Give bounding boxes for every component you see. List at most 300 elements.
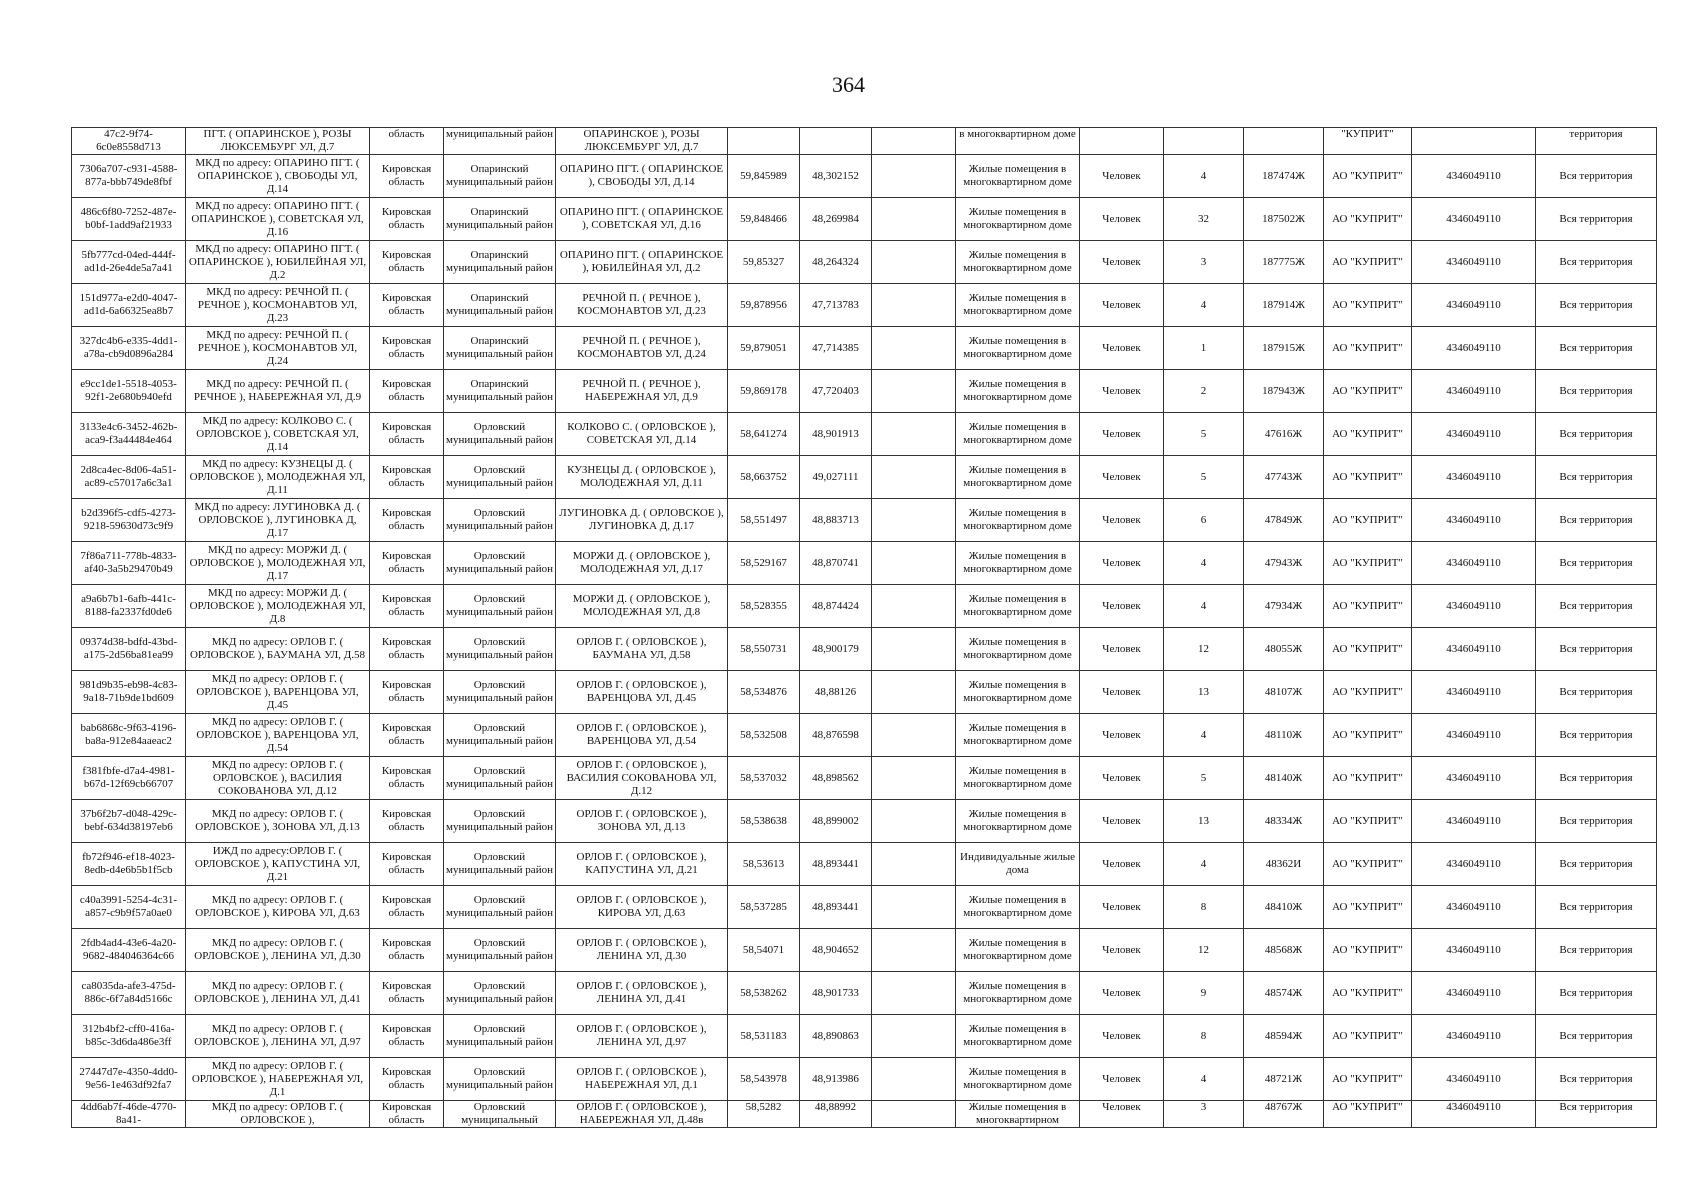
cell-record-id: 327dc4b6-e335-4dd1-a78a-cb9d0896a284 xyxy=(72,327,186,370)
cell-territory: Вся территория xyxy=(1536,1101,1657,1128)
cell-code: 187943Ж xyxy=(1244,370,1324,413)
table-row xyxy=(72,413,1657,456)
cell-inn: 4346049110 xyxy=(1412,628,1536,671)
cell-address: ОРЛОВ Г. ( ОРЛОВСКОЕ ), КАПУСТИНА УЛ, Д.21 xyxy=(556,843,728,886)
cell-latitude: 58,641274 xyxy=(728,413,800,456)
cell-latitude: 58,543978 xyxy=(728,1058,800,1101)
cell-territory: Вся территория xyxy=(1536,800,1657,843)
cell-object-type: Жилые помещения в многоквартирном доме xyxy=(956,757,1080,800)
cell-operator: АО "КУПРИТ" xyxy=(1324,499,1412,542)
cell-district: Орловский муниципальный район xyxy=(444,1015,556,1058)
cell-object-type: Жилые помещения в многоквартирном доме xyxy=(956,456,1080,499)
cell-code: 48334Ж xyxy=(1244,800,1324,843)
cell-object-type: Жилые помещения в многоквартирном доме xyxy=(956,241,1080,284)
cell-record-id: fb72f946-ef18-4023-8edb-d4e6b5b1f5cb xyxy=(72,843,186,886)
cell-object-type: Индивидуальные жилые дома xyxy=(956,843,1080,886)
table-row xyxy=(72,327,1657,370)
cell-inn: 4346049110 xyxy=(1412,972,1536,1015)
cell-object-type: Жилые помещения в многоквартирном доме xyxy=(956,714,1080,757)
cell-object-name: МКД по адресу: ОРЛОВ Г. ( ОРЛОВСКОЕ ), ВАРЕНЦОВА УЛ, Д.54 xyxy=(186,714,370,757)
cell-territory: Вся территория xyxy=(1536,886,1657,929)
cell-object-type: Жилые помещения в многоквартирном доме xyxy=(956,929,1080,972)
cell-object-name: МКД по адресу: РЕЧНОЙ П. ( РЕЧНОЕ ), НАБЕРЕЖНАЯ УЛ, Д.9 xyxy=(186,370,370,413)
table-row xyxy=(72,757,1657,800)
cell-count: 32 xyxy=(1164,198,1244,241)
cell-inn: 4346049110 xyxy=(1412,1058,1536,1101)
cell-longitude: 48,890863 xyxy=(800,1015,872,1058)
cell-code: 47616Ж xyxy=(1244,413,1324,456)
cell-address: ОРЛОВ Г. ( ОРЛОВСКОЕ ), НАБЕРЕЖНАЯ УЛ, Д.1 xyxy=(556,1058,728,1101)
cell-count: 9 xyxy=(1164,972,1244,1015)
cell-inn: 4346049110 xyxy=(1412,542,1536,585)
cell-count: 4 xyxy=(1164,542,1244,585)
cell-district: Орловский муниципальный район xyxy=(444,499,556,542)
cell-longitude: 48,870741 xyxy=(800,542,872,585)
cell-district: Орловский муниципальный район xyxy=(444,757,556,800)
cell-extra xyxy=(872,929,956,972)
cell-operator: АО "КУПРИТ" xyxy=(1324,714,1412,757)
cell-extra xyxy=(872,843,956,886)
cell-object-name: МКД по адресу: ОРЛОВ Г. ( ОРЛОВСКОЕ ), xyxy=(186,1101,370,1128)
cell-region: Кировская область xyxy=(370,1058,444,1101)
cell-extra xyxy=(872,241,956,284)
cell-count: 1 xyxy=(1164,327,1244,370)
cell-code: 47743Ж xyxy=(1244,456,1324,499)
cell-district: Опаринский муниципальный район xyxy=(444,155,556,198)
cell-operator: АО "КУПРИТ" xyxy=(1324,1058,1412,1101)
cell-record-id: bab6868c-9f63-4196-ba8a-912e84aaeac2 xyxy=(72,714,186,757)
cell-inn: 4346049110 xyxy=(1412,241,1536,284)
cell-unit: Человек xyxy=(1080,241,1164,284)
cell-count: 3 xyxy=(1164,241,1244,284)
cell-inn: 4346049110 xyxy=(1412,327,1536,370)
cell-inn: 4346049110 xyxy=(1412,1015,1536,1058)
cell-object-type: Жилые помещения в многоквартирном доме xyxy=(956,886,1080,929)
cell-latitude: 58,663752 xyxy=(728,456,800,499)
cell-code: 48107Ж xyxy=(1244,671,1324,714)
cell-extra xyxy=(872,499,956,542)
cell-count: 12 xyxy=(1164,929,1244,972)
cell-latitude: 59,848466 xyxy=(728,198,800,241)
cell-code: 48574Ж xyxy=(1244,972,1324,1015)
cell-longitude xyxy=(800,128,872,155)
cell-inn: 4346049110 xyxy=(1412,1101,1536,1128)
table-body xyxy=(72,128,1657,1128)
cell-count: 5 xyxy=(1164,413,1244,456)
cell-count: 13 xyxy=(1164,800,1244,843)
cell-longitude: 48,264324 xyxy=(800,241,872,284)
cell-territory: Вся территория xyxy=(1536,284,1657,327)
cell-unit: Человек xyxy=(1080,972,1164,1015)
cell-unit: Человек xyxy=(1080,1058,1164,1101)
cell-object-type: Жилые помещения в многоквартирном доме xyxy=(956,370,1080,413)
cell-unit: Человек xyxy=(1080,456,1164,499)
cell-address: ОРЛОВ Г. ( ОРЛОВСКОЕ ), БАУМАНА УЛ, Д.58 xyxy=(556,628,728,671)
cell-object-type: Жилые помещения в многоквартирном доме xyxy=(956,972,1080,1015)
cell-district: Орловский муниципальный район xyxy=(444,456,556,499)
cell-object-name: МКД по адресу: ОРЛОВ Г. ( ОРЛОВСКОЕ ), ВАСИЛИЯ СОКОВАНОВА УЛ, Д.12 xyxy=(186,757,370,800)
cell-unit: Человек xyxy=(1080,714,1164,757)
cell-inn: 4346049110 xyxy=(1412,456,1536,499)
cell-unit: Человек xyxy=(1080,800,1164,843)
cell-region: Кировская область xyxy=(370,1015,444,1058)
cell-extra xyxy=(872,972,956,1015)
cell-count: 4 xyxy=(1164,843,1244,886)
cell-operator: АО "КУПРИТ" xyxy=(1324,155,1412,198)
cell-operator: "КУПРИТ" xyxy=(1324,128,1412,155)
cell-object-type: Жилые помещения в многоквартирном xyxy=(956,1101,1080,1128)
cell-latitude: 59,878956 xyxy=(728,284,800,327)
cell-record-id: 47c2-9f74-6c0e8558d713 xyxy=(72,128,186,155)
cell-count: 5 xyxy=(1164,757,1244,800)
cell-region: Кировская область xyxy=(370,843,444,886)
cell-unit: Человек xyxy=(1080,1015,1164,1058)
cell-object-type: в многоквартирном доме xyxy=(956,128,1080,155)
cell-extra xyxy=(872,757,956,800)
table-row xyxy=(72,542,1657,585)
cell-latitude: 58,5282 xyxy=(728,1101,800,1128)
cell-district: Орловский муниципальный район xyxy=(444,628,556,671)
table-row xyxy=(72,671,1657,714)
cell-object-type: Жилые помещения в многоквартирном доме xyxy=(956,800,1080,843)
cell-longitude: 48,913986 xyxy=(800,1058,872,1101)
cell-inn: 4346049110 xyxy=(1412,843,1536,886)
cell-district: Орловский муниципальный район xyxy=(444,714,556,757)
cell-inn: 4346049110 xyxy=(1412,929,1536,972)
cell-code: 48362И xyxy=(1244,843,1324,886)
cell-longitude: 47,713783 xyxy=(800,284,872,327)
cell-latitude: 58,537032 xyxy=(728,757,800,800)
cell-latitude: 58,528355 xyxy=(728,585,800,628)
cell-extra xyxy=(872,456,956,499)
table-row xyxy=(72,800,1657,843)
cell-count: 8 xyxy=(1164,886,1244,929)
cell-address: ОРЛОВ Г. ( ОРЛОВСКОЕ ), ВАРЕНЦОВА УЛ, Д.45 xyxy=(556,671,728,714)
cell-unit: Человек xyxy=(1080,886,1164,929)
cell-operator: АО "КУПРИТ" xyxy=(1324,198,1412,241)
cell-operator: АО "КУПРИТ" xyxy=(1324,628,1412,671)
cell-longitude: 48,904652 xyxy=(800,929,872,972)
cell-district: Опаринский муниципальный район xyxy=(444,198,556,241)
cell-unit: Человек xyxy=(1080,155,1164,198)
cell-extra xyxy=(872,1058,956,1101)
cell-latitude: 58,551497 xyxy=(728,499,800,542)
table-row xyxy=(72,628,1657,671)
cell-district: Орловский муниципальный район xyxy=(444,972,556,1015)
cell-address: ОРЛОВ Г. ( ОРЛОВСКОЕ ), ЛЕНИНА УЛ, Д.41 xyxy=(556,972,728,1015)
cell-unit: Человек xyxy=(1080,843,1164,886)
cell-operator: АО "КУПРИТ" xyxy=(1324,241,1412,284)
cell-extra xyxy=(872,413,956,456)
cell-count: 4 xyxy=(1164,585,1244,628)
cell-unit: Человек xyxy=(1080,585,1164,628)
cell-code: 48721Ж xyxy=(1244,1058,1324,1101)
cell-longitude: 49,027111 xyxy=(800,456,872,499)
cell-record-id: 312b4bf2-cff0-416a-b85c-3d6da486e3ff xyxy=(72,1015,186,1058)
cell-code: 187502Ж xyxy=(1244,198,1324,241)
cell-region: Кировская область xyxy=(370,757,444,800)
cell-region: Кировская область xyxy=(370,929,444,972)
cell-object-name: МКД по адресу: ОПАРИНО ПГТ. ( ОПАРИНСКОЕ ), ЮБИЛЕЙНАЯ УЛ, Д.2 xyxy=(186,241,370,284)
cell-territory: Вся территория xyxy=(1536,241,1657,284)
cell-district: Опаринский муниципальный район xyxy=(444,327,556,370)
cell-address: МОРЖИ Д. ( ОРЛОВСКОЕ ), МОЛОДЕЖНАЯ УЛ, Д.17 xyxy=(556,542,728,585)
cell-extra xyxy=(872,327,956,370)
cell-longitude: 48,269984 xyxy=(800,198,872,241)
cell-territory: Вся территория xyxy=(1536,671,1657,714)
cell-object-type: Жилые помещения в многоквартирном доме xyxy=(956,155,1080,198)
cell-extra xyxy=(872,800,956,843)
cell-code: 48594Ж xyxy=(1244,1015,1324,1058)
cell-count: 6 xyxy=(1164,499,1244,542)
cell-extra xyxy=(872,155,956,198)
cell-latitude: 58,54071 xyxy=(728,929,800,972)
table-row xyxy=(72,1058,1657,1101)
table-row xyxy=(72,929,1657,972)
cell-object-type: Жилые помещения в многоквартирном доме xyxy=(956,671,1080,714)
cell-latitude: 58,537285 xyxy=(728,886,800,929)
cell-unit: Человек xyxy=(1080,628,1164,671)
cell-region: Кировская область xyxy=(370,241,444,284)
cell-territory: Вся территория xyxy=(1536,1015,1657,1058)
cell-address: ОПАРИНО ПГТ. ( ОПАРИНСКОЕ ), СВОБОДЫ УЛ, Д.14 xyxy=(556,155,728,198)
cell-territory: Вся территория xyxy=(1536,499,1657,542)
cell-inn: 4346049110 xyxy=(1412,284,1536,327)
cell-address: КУЗНЕЦЫ Д. ( ОРЛОВСКОЕ ), МОЛОДЕЖНАЯ УЛ, Д.11 xyxy=(556,456,728,499)
table-row xyxy=(72,198,1657,241)
cell-territory: Вся территория xyxy=(1536,155,1657,198)
cell-longitude: 48,900179 xyxy=(800,628,872,671)
cell-region: Кировская область xyxy=(370,284,444,327)
cell-code xyxy=(1244,128,1324,155)
cell-count: 4 xyxy=(1164,284,1244,327)
cell-unit: Человек xyxy=(1080,284,1164,327)
table-row xyxy=(72,1101,1657,1128)
table-row xyxy=(72,1015,1657,1058)
cell-operator: АО "КУПРИТ" xyxy=(1324,456,1412,499)
cell-latitude: 59,845989 xyxy=(728,155,800,198)
cell-operator: АО "КУПРИТ" xyxy=(1324,843,1412,886)
table-row xyxy=(72,155,1657,198)
cell-region: область xyxy=(370,128,444,155)
cell-territory: Вся территория xyxy=(1536,198,1657,241)
cell-region: Кировская область xyxy=(370,800,444,843)
cell-address: ОПАРИНО ПГТ. ( ОПАРИНСКОЕ ), СОВЕТСКАЯ УЛ, Д.16 xyxy=(556,198,728,241)
cell-longitude: 48,893441 xyxy=(800,843,872,886)
cell-operator: АО "КУПРИТ" xyxy=(1324,800,1412,843)
cell-operator: АО "КУПРИТ" xyxy=(1324,1015,1412,1058)
cell-operator: АО "КУПРИТ" xyxy=(1324,757,1412,800)
table-row xyxy=(72,886,1657,929)
cell-code: 48568Ж xyxy=(1244,929,1324,972)
cell-region: Кировская область xyxy=(370,628,444,671)
cell-territory: Вся территория xyxy=(1536,456,1657,499)
cell-unit: Человек xyxy=(1080,499,1164,542)
cell-region: Кировская область xyxy=(370,714,444,757)
cell-region: Кировская область xyxy=(370,370,444,413)
cell-operator: АО "КУПРИТ" xyxy=(1324,886,1412,929)
cell-district: муниципальный район xyxy=(444,128,556,155)
cell-region: Кировская область xyxy=(370,155,444,198)
cell-latitude: 58,529167 xyxy=(728,542,800,585)
cell-address: ОРЛОВ Г. ( ОРЛОВСКОЕ ), КИРОВА УЛ, Д.63 xyxy=(556,886,728,929)
cell-longitude: 48,893441 xyxy=(800,886,872,929)
cell-longitude: 48,88992 xyxy=(800,1101,872,1128)
cell-object-name: МКД по адресу: ОПАРИНО ПГТ. ( ОПАРИНСКОЕ ), СВОБОДЫ УЛ, Д.14 xyxy=(186,155,370,198)
cell-object-type: Жилые помещения в многоквартирном доме xyxy=(956,327,1080,370)
cell-code: 48410Ж xyxy=(1244,886,1324,929)
cell-longitude: 48,876598 xyxy=(800,714,872,757)
cell-unit: Человек xyxy=(1080,671,1164,714)
table-row xyxy=(72,714,1657,757)
cell-territory: Вся территория xyxy=(1536,714,1657,757)
cell-latitude: 59,85327 xyxy=(728,241,800,284)
cell-district: Орловский муниципальный район xyxy=(444,413,556,456)
cell-object-type: Жилые помещения в многоквартирном доме xyxy=(956,499,1080,542)
cell-territory: Вся территория xyxy=(1536,585,1657,628)
cell-latitude: 58,53613 xyxy=(728,843,800,886)
cell-longitude: 48,898562 xyxy=(800,757,872,800)
cell-record-id: 3133e4c6-3452-462b-aca9-f3a44484e464 xyxy=(72,413,186,456)
cell-extra xyxy=(872,628,956,671)
page-number: 364 xyxy=(832,72,865,97)
cell-longitude: 47,720403 xyxy=(800,370,872,413)
table-row xyxy=(72,241,1657,284)
cell-address: ОРЛОВ Г. ( ОРЛОВСКОЕ ), НАБЕРЕЖНАЯ УЛ, Д.48в xyxy=(556,1101,728,1128)
cell-record-id: 7f86a711-778b-4833-af40-3a5b29470b49 xyxy=(72,542,186,585)
cell-longitude: 48,899002 xyxy=(800,800,872,843)
cell-district: Орловский муниципальный район xyxy=(444,671,556,714)
cell-operator: АО "КУПРИТ" xyxy=(1324,972,1412,1015)
cell-object-type: Жилые помещения в многоквартирном доме xyxy=(956,198,1080,241)
cell-extra xyxy=(872,284,956,327)
cell-object-name: ПГТ. ( ОПАРИНСКОЕ ), РОЗЫ ЛЮКСЕМБУРГ УЛ, Д.7 xyxy=(186,128,370,155)
cell-region: Кировская область xyxy=(370,972,444,1015)
cell-territory: Вся территория xyxy=(1536,370,1657,413)
cell-unit: Человек xyxy=(1080,542,1164,585)
cell-territory: Вся территория xyxy=(1536,1058,1657,1101)
cell-district: Орловский муниципальный район xyxy=(444,929,556,972)
cell-object-name: МКД по адресу: ОРЛОВ Г. ( ОРЛОВСКОЕ ), ВАРЕНЦОВА УЛ, Д.45 xyxy=(186,671,370,714)
cell-object-name: МКД по адресу: ОРЛОВ Г. ( ОРЛОВСКОЕ ), НАБЕРЕЖНАЯ УЛ, Д.1 xyxy=(186,1058,370,1101)
cell-object-type: Жилые помещения в многоквартирном доме xyxy=(956,1058,1080,1101)
cell-region: Кировская область xyxy=(370,456,444,499)
cell-unit: Человек xyxy=(1080,198,1164,241)
cell-object-name: МКД по адресу: РЕЧНОЙ П. ( РЕЧНОЕ ), КОСМОНАВТОВ УЛ, Д.23 xyxy=(186,284,370,327)
cell-address: РЕЧНОЙ П. ( РЕЧНОЕ ), КОСМОНАВТОВ УЛ, Д.24 xyxy=(556,327,728,370)
cell-unit: Человек xyxy=(1080,1101,1164,1128)
cell-object-name: МКД по адресу: КОЛКОВО С. ( ОРЛОВСКОЕ ), СОВЕТСКАЯ УЛ, Д.14 xyxy=(186,413,370,456)
cell-operator: АО "КУПРИТ" xyxy=(1324,929,1412,972)
cell-longitude: 48,88126 xyxy=(800,671,872,714)
cell-operator: АО "КУПРИТ" xyxy=(1324,413,1412,456)
cell-record-id: b2d396f5-cdf5-4273-9218-59630d73c9f9 xyxy=(72,499,186,542)
cell-object-name: МКД по адресу: ОРЛОВ Г. ( ОРЛОВСКОЕ ), КИРОВА УЛ, Д.63 xyxy=(186,886,370,929)
cell-count: 4 xyxy=(1164,155,1244,198)
cell-object-name: МКД по адресу: ОРЛОВ Г. ( ОРЛОВСКОЕ ), БАУМАНА УЛ, Д.58 xyxy=(186,628,370,671)
cell-object-name: МКД по адресу: ОРЛОВ Г. ( ОРЛОВСКОЕ ), ЛЕНИНА УЛ, Д.30 xyxy=(186,929,370,972)
cell-extra xyxy=(872,370,956,413)
cell-inn: 4346049110 xyxy=(1412,585,1536,628)
cell-count: 2 xyxy=(1164,370,1244,413)
cell-code: 48110Ж xyxy=(1244,714,1324,757)
cell-code: 187914Ж xyxy=(1244,284,1324,327)
cell-territory: Вся территория xyxy=(1536,757,1657,800)
table-row xyxy=(72,128,1657,155)
cell-address: КОЛКОВО С. ( ОРЛОВСКОЕ ), СОВЕТСКАЯ УЛ, Д.14 xyxy=(556,413,728,456)
cell-district: Опаринский муниципальный район xyxy=(444,241,556,284)
cell-record-id: 4dd6ab7f-46de-4770-8a41- xyxy=(72,1101,186,1128)
cell-record-id: e9cc1de1-5518-4053-92f1-2e680b940efd xyxy=(72,370,186,413)
cell-address: ОРЛОВ Г. ( ОРЛОВСКОЕ ), ЛЕНИНА УЛ, Д.30 xyxy=(556,929,728,972)
cell-extra xyxy=(872,886,956,929)
cell-record-id: 2fdb4ad4-43e6-4a20-9682-484046364c66 xyxy=(72,929,186,972)
cell-territory: Вся территория xyxy=(1536,327,1657,370)
cell-inn: 4346049110 xyxy=(1412,757,1536,800)
cell-record-id: 37b6f2b7-d048-429c-bebf-634d38197eb6 xyxy=(72,800,186,843)
cell-district: Орловский муниципальный район xyxy=(444,1058,556,1101)
cell-territory: Вся территория xyxy=(1536,413,1657,456)
cell-region: Кировская область xyxy=(370,542,444,585)
cell-object-type: Жилые помещения в многоквартирном доме xyxy=(956,585,1080,628)
cell-count: 13 xyxy=(1164,671,1244,714)
cell-record-id: 09374d38-bdfd-43bd-a175-2d56ba81ea99 xyxy=(72,628,186,671)
cell-record-id: 5fb777cd-04ed-444f-ad1d-26e4de5a7a41 xyxy=(72,241,186,284)
cell-code: 48767Ж xyxy=(1244,1101,1324,1128)
cell-unit: Человек xyxy=(1080,327,1164,370)
cell-count xyxy=(1164,128,1244,155)
cell-object-name: ИЖД по адресу:ОРЛОВ Г. ( ОРЛОВСКОЕ ), КАПУСТИНА УЛ, Д.21 xyxy=(186,843,370,886)
cell-unit: Человек xyxy=(1080,929,1164,972)
cell-record-id: 2d8ca4ec-8d06-4a51-ac89-c57017a6c3a1 xyxy=(72,456,186,499)
cell-longitude: 47,714385 xyxy=(800,327,872,370)
cell-extra xyxy=(872,1101,956,1128)
cell-region: Кировская область xyxy=(370,327,444,370)
cell-inn: 4346049110 xyxy=(1412,800,1536,843)
cell-address: МОРЖИ Д. ( ОРЛОВСКОЕ ), МОЛОДЕЖНАЯ УЛ, Д.8 xyxy=(556,585,728,628)
cell-record-id: 27447d7e-4350-4dd0-9e56-1e463df92fa7 xyxy=(72,1058,186,1101)
cell-object-name: МКД по адресу: МОРЖИ Д. ( ОРЛОВСКОЕ ), МОЛОДЕЖНАЯ УЛ, Д.8 xyxy=(186,585,370,628)
cell-address: ОРЛОВ Г. ( ОРЛОВСКОЕ ), ЗОНОВА УЛ, Д.13 xyxy=(556,800,728,843)
cell-latitude: 58,538262 xyxy=(728,972,800,1015)
cell-latitude: 58,534876 xyxy=(728,671,800,714)
cell-district: Орловский муниципальный район xyxy=(444,542,556,585)
cell-address: ОРЛОВ Г. ( ОРЛОВСКОЕ ), ЛЕНИНА УЛ, Д.97 xyxy=(556,1015,728,1058)
cell-district: Орловский муниципальный район xyxy=(444,585,556,628)
cell-latitude: 58,531183 xyxy=(728,1015,800,1058)
cell-longitude: 48,874424 xyxy=(800,585,872,628)
cell-region: Кировская область xyxy=(370,198,444,241)
cell-latitude: 58,532508 xyxy=(728,714,800,757)
cell-region: Кировская область xyxy=(370,886,444,929)
cell-unit xyxy=(1080,128,1164,155)
cell-latitude: 59,869178 xyxy=(728,370,800,413)
cell-operator: АО "КУПРИТ" xyxy=(1324,671,1412,714)
cell-object-type: Жилые помещения в многоквартирном доме xyxy=(956,284,1080,327)
cell-inn: 4346049110 xyxy=(1412,155,1536,198)
cell-region: Кировская область xyxy=(370,671,444,714)
cell-unit: Человек xyxy=(1080,413,1164,456)
cell-object-name: МКД по адресу: РЕЧНОЙ П. ( РЕЧНОЕ ), КОСМОНАВТОВ УЛ, Д.24 xyxy=(186,327,370,370)
cell-code: 47934Ж xyxy=(1244,585,1324,628)
cell-object-name: МКД по адресу: КУЗНЕЦЫ Д. ( ОРЛОВСКОЕ ), МОЛОДЕЖНАЯ УЛ, Д.11 xyxy=(186,456,370,499)
cell-extra xyxy=(872,585,956,628)
cell-operator: АО "КУПРИТ" xyxy=(1324,284,1412,327)
cell-region: Кировская область xyxy=(370,413,444,456)
cell-district: Орловский муниципальный район xyxy=(444,843,556,886)
table-row xyxy=(72,499,1657,542)
cell-address: РЕЧНОЙ П. ( РЕЧНОЕ ), НАБЕРЕЖНАЯ УЛ, Д.9 xyxy=(556,370,728,413)
